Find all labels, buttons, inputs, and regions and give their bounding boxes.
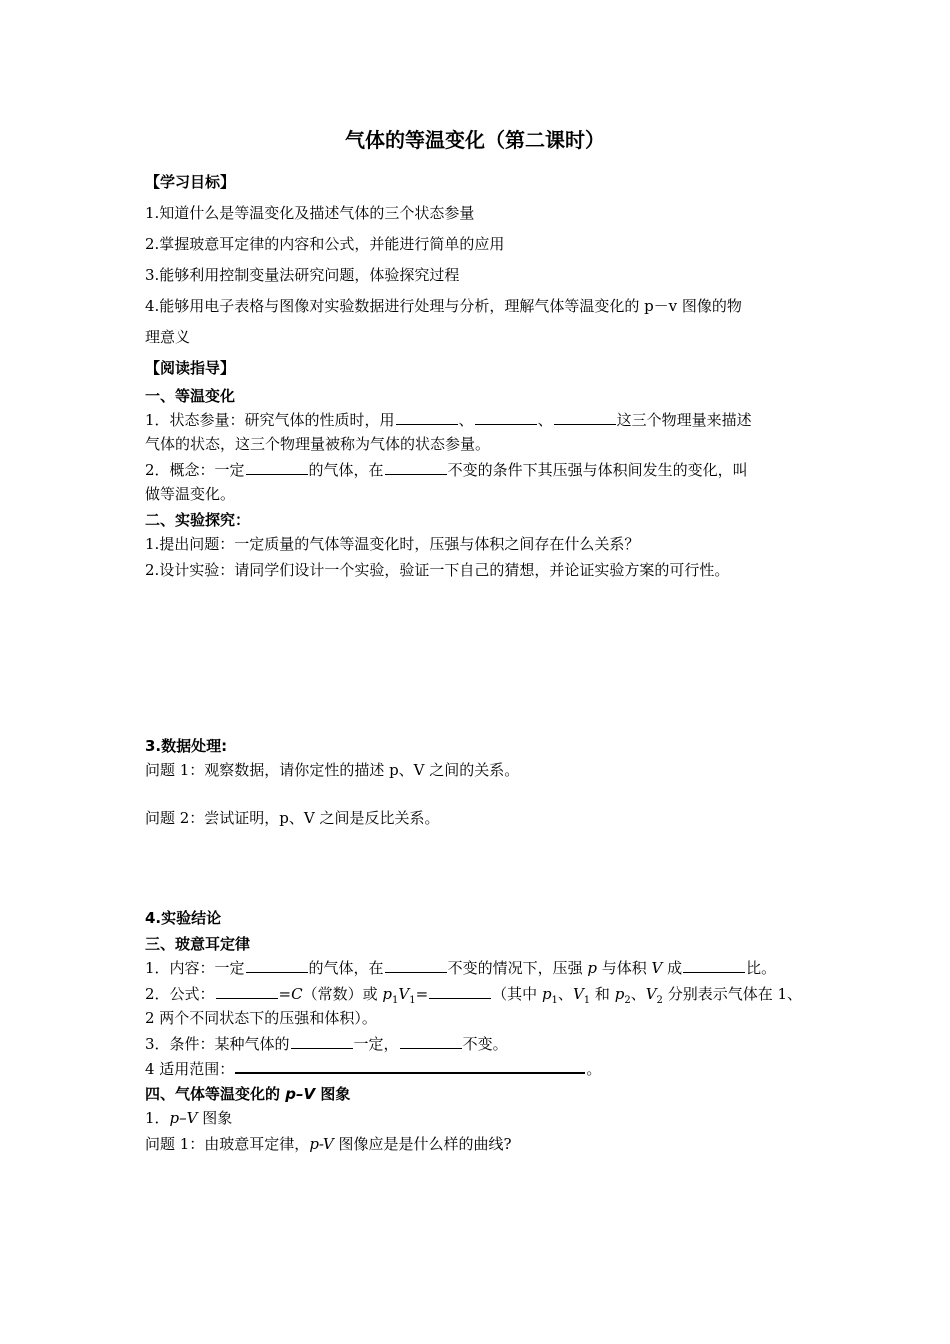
fill-blank[interactable] — [400, 1034, 462, 1049]
fill-blank[interactable] — [291, 1034, 353, 1049]
volume-symbol: V — [398, 985, 410, 1003]
text: 不变的情况下，压强 — [447, 959, 588, 977]
text: 这三个物理量来描述 — [616, 411, 752, 429]
fill-blank[interactable] — [475, 410, 537, 425]
objective-item-2: 2.掌握玻意耳定律的内容和公式，并能进行简单的应用 — [145, 235, 505, 253]
text: 、 — [458, 411, 474, 429]
fill-blank[interactable] — [385, 460, 447, 475]
text: 的气体，在 — [308, 959, 384, 977]
text: 、 — [537, 411, 553, 429]
pv-symbol: p–V — [169, 1109, 198, 1127]
pv-symbol: p-V — [309, 1135, 334, 1153]
fill-blank[interactable] — [683, 958, 745, 973]
page-title: 气体的等温变化（第二课时） — [345, 128, 605, 152]
fill-blank[interactable] — [246, 958, 308, 973]
text: 2．概念：一定 — [145, 461, 245, 479]
objective-item-3: 3.能够利用控制变量法研究问题，体验探究过程 — [145, 266, 460, 284]
section-2-heading: 二、实验探究： — [145, 511, 251, 529]
question-1: 问题 1：观察数据，请你定性的描述 p、V 之间的关系。 — [145, 761, 520, 779]
law-formula-line-cont: 2 两个不同状态下的压强和体积）。 — [145, 1009, 377, 1027]
text: 4 适用范围： — [145, 1060, 235, 1078]
fill-blank[interactable] — [216, 984, 278, 999]
law-formula-line — [145, 984, 815, 1004]
subscript: 1 — [409, 995, 416, 1006]
fill-blank[interactable] — [429, 984, 491, 999]
objective-item-4: 4.能够用电子表格与图像对实验数据进行处理与分析，理解气体等温变化的 p－v 图像的物 — [145, 297, 742, 315]
text: 1．内容：一定 — [145, 959, 245, 977]
text: （其中 — [492, 985, 542, 1003]
text: 图像应是是什么样的曲线? — [333, 1135, 512, 1153]
text: 不变的条件下其压强与体积间发生的变化，叫 — [447, 461, 748, 479]
pressure-symbol: p — [541, 985, 552, 1003]
question-2: 问题 2：尝试证明，p、V 之间是反比关系。 — [145, 809, 440, 827]
text: 、 — [557, 985, 573, 1003]
volume-symbol: V — [645, 985, 657, 1003]
fill-blank[interactable] — [235, 1058, 585, 1074]
text: 比。 — [746, 959, 777, 977]
text: 。 — [586, 1060, 602, 1078]
pv-question-1 — [145, 1134, 815, 1154]
guide-heading: 【阅读指导】 — [145, 359, 236, 377]
text: 1． — [145, 1109, 170, 1127]
pressure-symbol: p — [587, 959, 597, 977]
text: 问题 1：由玻意耳定律， — [145, 1135, 310, 1153]
conclusion-heading: 4.实验结论 — [145, 909, 222, 927]
state-params-line — [145, 410, 815, 430]
pressure-symbol: p — [614, 985, 625, 1003]
text: 图象 — [197, 1109, 233, 1127]
text: 分别表示气体在 1、 — [662, 985, 803, 1003]
text: = — [415, 985, 429, 1003]
law-scope-line — [145, 1058, 815, 1079]
pv-graph-subheading — [145, 1108, 815, 1128]
subscript: 2 — [624, 995, 631, 1006]
text: 成 — [662, 959, 683, 977]
text: 、 — [630, 985, 646, 1003]
objective-item-1: 1.知道什么是等温变化及描述气体的三个状态参量 — [145, 204, 475, 222]
section-3-heading: 三、玻意耳定律 — [145, 935, 251, 953]
text: 不变。 — [462, 1035, 508, 1053]
text: 图象 — [315, 1085, 351, 1103]
text: 2．公式： — [145, 985, 215, 1003]
fill-blank[interactable] — [385, 958, 447, 973]
text: 和 — [590, 985, 615, 1003]
objectives-heading: 【学习目标】 — [145, 173, 236, 191]
text: 的气体，在 — [308, 461, 384, 479]
text: 3．条件：某种气体的 — [145, 1035, 290, 1053]
text: 四、气体等温变化的 — [145, 1085, 286, 1103]
subscript: 1 — [391, 995, 399, 1006]
volume-symbol: V — [651, 959, 663, 977]
exp-question-line: 1.提出问题：一定质量的气体等温变化时，压强与体积之间存在什么关系？ — [145, 535, 640, 553]
concept-line-cont: 做等温变化。 — [145, 485, 236, 503]
fill-blank[interactable] — [396, 410, 458, 425]
subscript: 1 — [583, 995, 591, 1006]
data-processing-heading: 3.数据处理: — [145, 737, 228, 755]
text: 与体积 — [596, 959, 652, 977]
objective-item-4-cont: 理意义 — [145, 328, 191, 346]
text: （常数）或 — [302, 985, 383, 1003]
text: 一定， — [353, 1035, 399, 1053]
law-condition-line — [145, 1034, 815, 1054]
concept-line — [145, 460, 815, 480]
subscript: 1 — [551, 995, 558, 1006]
law-content-line — [145, 958, 815, 978]
section-1-heading: 一、等温变化 — [145, 387, 236, 405]
exp-design-line: 2.设计实验：请同学们设计一个实验，验证一下自己的猜想，并论证实验方案的可行性。 — [145, 561, 730, 579]
text: 1．状态参量：研究气体的性质时，用 — [145, 411, 395, 429]
section-4-heading — [145, 1084, 815, 1104]
state-params-line-cont: 气体的状态，这三个物理量被称为气体的状态参量。 — [145, 435, 491, 453]
subscript: 2 — [656, 995, 663, 1006]
constant-symbol: =C — [278, 985, 303, 1003]
volume-symbol: V — [572, 985, 584, 1003]
pv-symbol: p–V — [285, 1085, 316, 1103]
fill-blank[interactable] — [554, 410, 616, 425]
pressure-symbol: p — [382, 985, 392, 1003]
fill-blank[interactable] — [246, 460, 308, 475]
